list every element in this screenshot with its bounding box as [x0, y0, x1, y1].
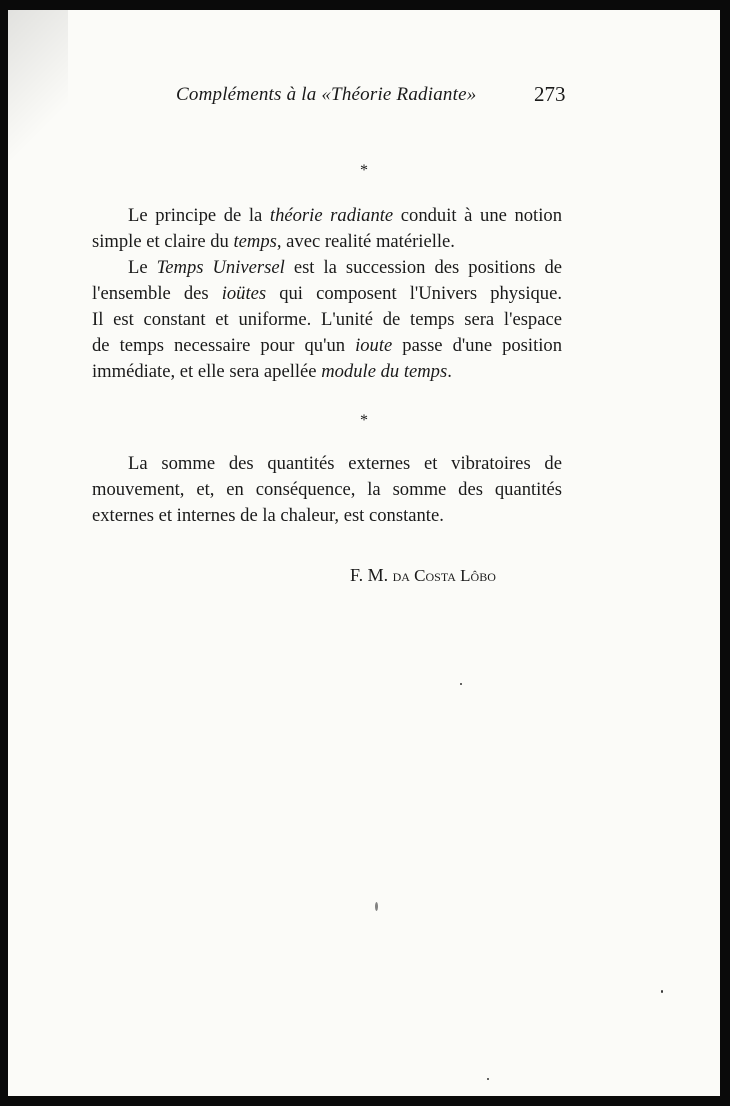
text-line: Le principe de la théorie radiante conduit à une notion: [128, 205, 562, 226]
text-line: immédiate, et elle sera apellée module du temps.: [92, 361, 452, 382]
text-line: La somme des quantités externes et vibratoires de: [128, 453, 562, 474]
text-line: Le Temps Universel est la succession des positions de: [128, 257, 562, 278]
text-line: Il est constant et uniforme. L'unité de temps sera l'espace: [92, 309, 562, 330]
author-signature: F. M. da Costa Lôbo: [350, 565, 496, 585]
paragraph-constant-sum: [92, 451, 562, 529]
text-line: mouvement, et, en conséquence, la somme des quantités: [92, 479, 562, 500]
running-title: Compléments à la «Théorie Radiante»: [176, 84, 477, 105]
paper-speck: [375, 902, 378, 911]
running-header: [8, 82, 720, 112]
page-number: 273: [534, 82, 566, 106]
text-line: l'ensemble des ioütes qui composent l'Univers physique.: [92, 283, 562, 304]
paper-speck: [661, 990, 663, 993]
text-line: externes et internes de la chaleur, est constante.: [92, 505, 444, 526]
page: [8, 10, 720, 1096]
text-line: de temps necessaire pour qu'un ioute passe d'une position: [92, 335, 563, 356]
paper-speck: [487, 1078, 489, 1080]
section-separator-2: *: [360, 412, 368, 429]
section-separator-1: *: [360, 162, 368, 179]
paper-speck: [460, 683, 462, 685]
text-line: simple et claire du temps, avec realité matérielle.: [92, 231, 455, 252]
paragraph-universal-time: [92, 255, 562, 385]
paragraph-time-notion: [92, 203, 562, 255]
